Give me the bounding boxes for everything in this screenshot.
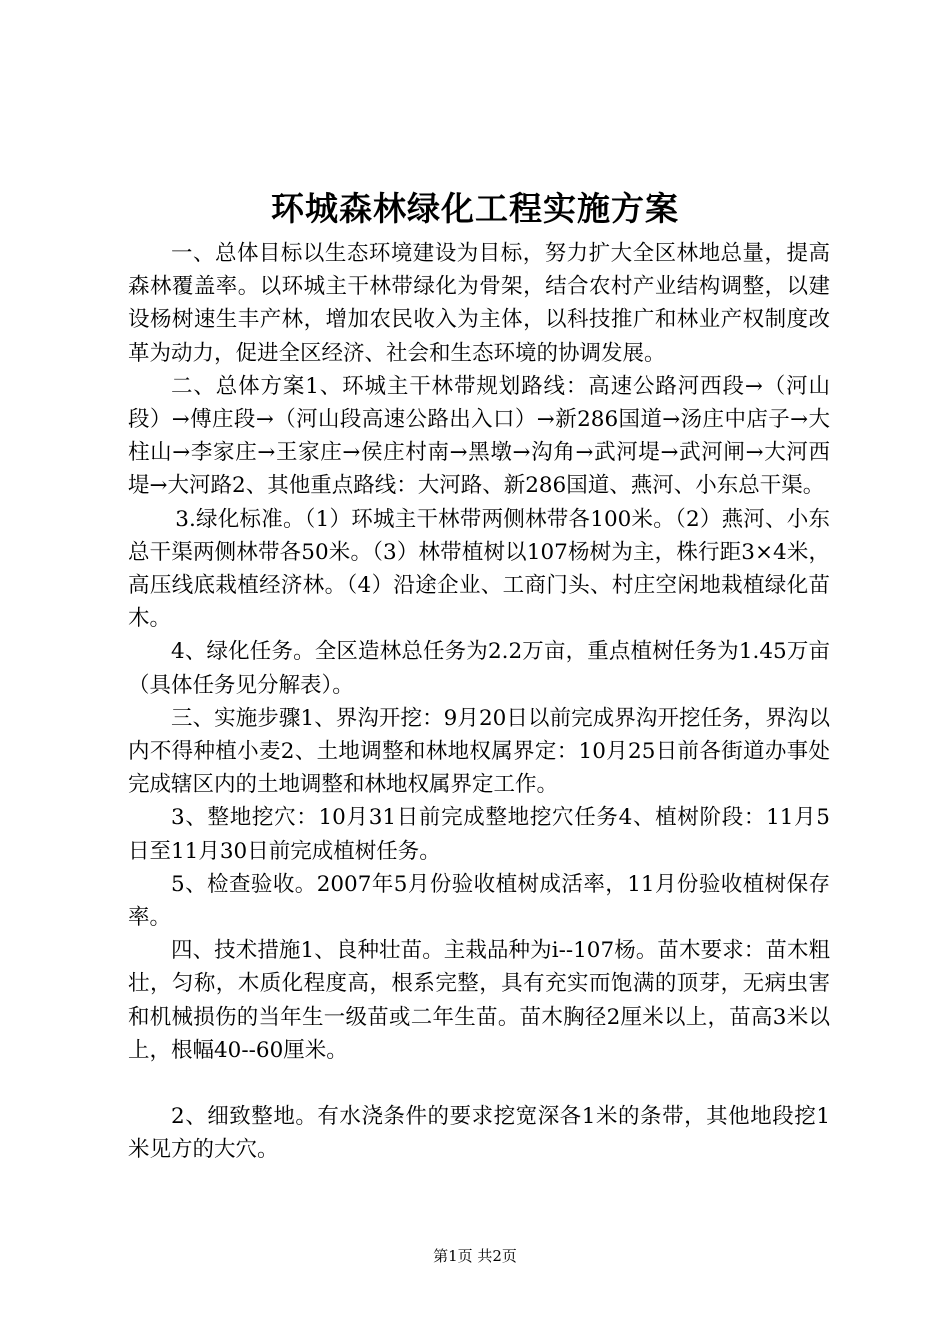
paragraph-greening-standard: 3.绿化标准。（1）环城主干林带两侧林带各100米。（2）燕河、小东总干渠两侧林带各50米。（3）林带植树以107杨树为主，株行距3×4米，高压线底栽植经济林。（4）沿途企业、工商门头、村庄空闲地栽植绿化苗木。 [128,506,830,632]
paragraph-site-preparation: 2、细致整地。有水浇条件的要求挖宽深各1米的条带，其他地段挖1米见方的大穴。 [128,1104,830,1163]
paragraph-overall-plan: 二、总体方案1、环城主干林带规划路线：高速公路河西段→（河山段）→傅庄段→（河山段高速公路出入口）→新286国道→汤庄中店子→大柱山→李家庄→王家庄→侯庄村南→黑墩→沟角→武河堤→武河闸→大河西堤→大河路2、其他重点路线：大河路、新286国道、燕河、小东总干渠。 [128,373,830,499]
paragraph-land-preparation: 3、整地挖穴：10月31日前完成整地挖穴任务4、植树阶段：11月5日至11月30日前完成植树任务。 [128,805,830,864]
document-title: 环城森林绿化工程实施方案 [271,189,679,228]
document-body [128,237,830,1166]
paragraph-technical-measures: 四、技术措施1、良种壮苗。主栽品种为i--107杨。苗木要求：苗木粗壮，匀称，木质化程度高，根系完整，具有充实而饱满的顶芽，无病虫害和机械损伤的当年生一级苗或二年生苗。苗木胸径2厘米以上，苗高3米以上，根幅40--60厘米。 [128,938,830,1063]
paragraph-implementation-steps: 三、实施步骤1、界沟开挖：9月20日以前完成界沟开挖任务，界沟以内不得种植小麦2、土地调整和林地权属界定：10月25日前各街道办事处完成辖区内的土地调整和林地权属界定工作。 [128,705,830,798]
page-number-footer: 第1页 共2页 [433,1247,517,1265]
paragraph-inspection: 5、检查验收。2007年5月份验收植树成活率，11月份验收植树保存率。 [128,871,830,931]
paragraph-greening-task: 4、绿化任务。全区造林总任务为2.2万亩，重点植树任务为1.45万亩（具体任务见分解表）。 [128,639,830,698]
paragraph-overall-goal: 一、总体目标以生态环境建设为目标，努力扩大全区林地总量，提高森林覆盖率。以环城主干林带绿化为骨架，结合农村产业结构调整，以建设杨树速生丰产林，增加农民收入为主体，以科技推广和林业产权制度改革为动力，促进全区经济、社会和生态环境的协调发展。 [128,241,830,366]
